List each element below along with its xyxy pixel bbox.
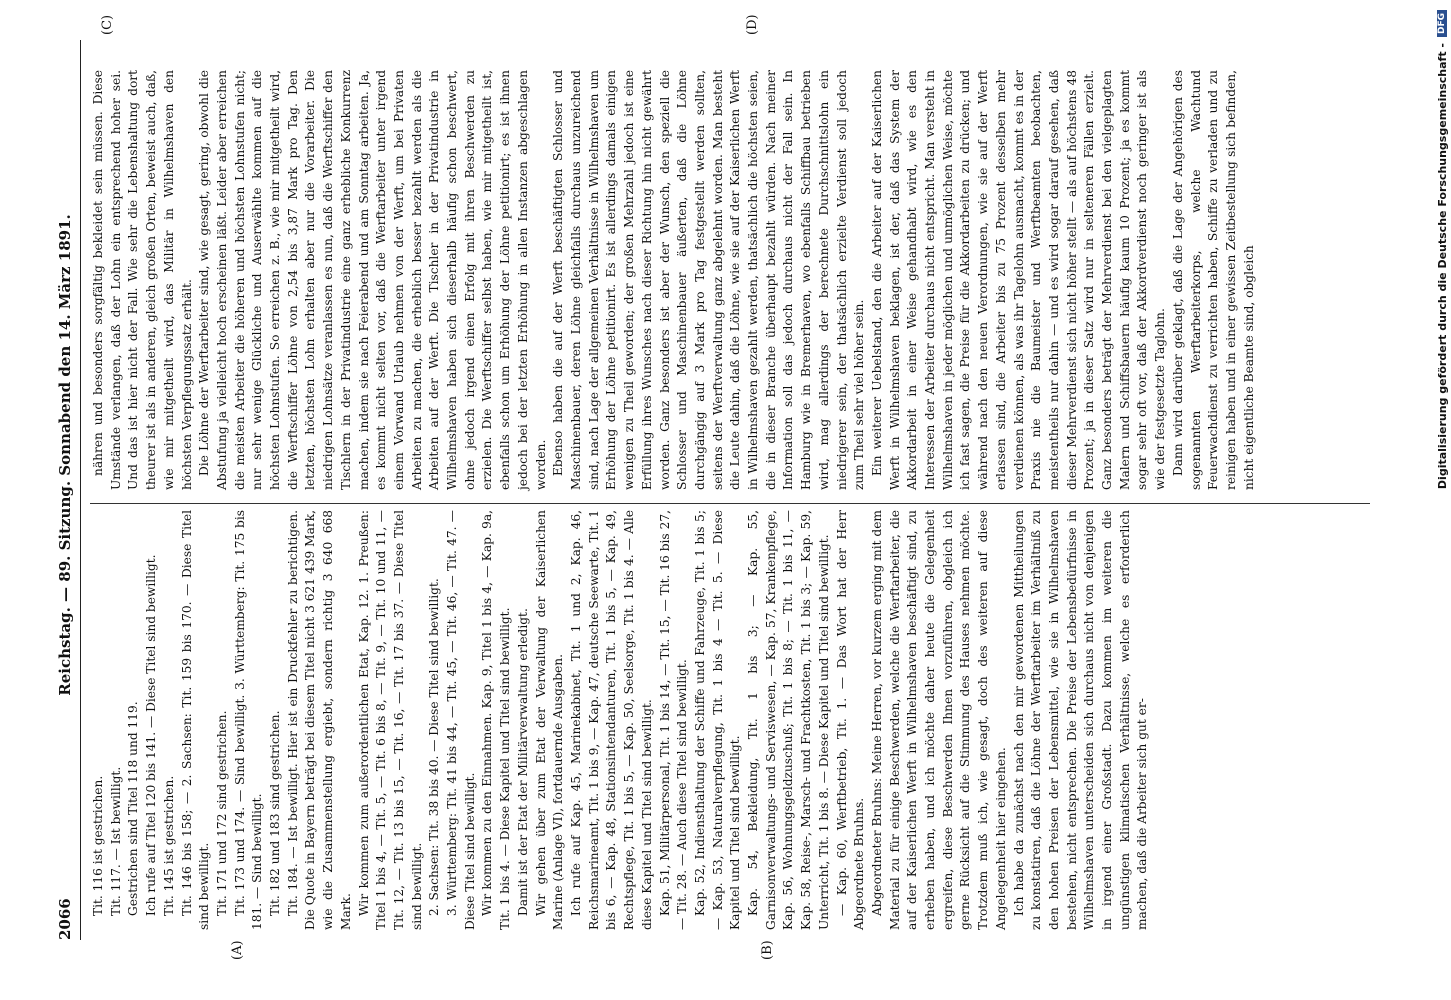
margin-mark-b: (B): [760, 940, 775, 960]
paragraph: — Kap. 60, Werftbetrieb, Tit. 1. — Das Wort hat der Herr Abgeordnete Bruhns.: [834, 510, 867, 930]
page-header: [52, 40, 78, 940]
paragraph: 3. Württemberg: Tit. 41 bis 44, — Tit. 45, — Tit. 46, — Tit. 47. — Diese Titel sind bewilligt.: [445, 510, 477, 930]
column-divider: [90, 503, 1370, 504]
left-text-column: [90, 510, 1370, 930]
paragraph: Ich rufe auf Kap. 45, Marinekabinet, Tit. 1 und 2, Kap. 46, Reichsmarineamt, Tit. 1 bis 9, — Kap. 47, deutsche Seewarte, Tit. 1 bis 6, — Kap. 48, Stationsintendanturen, Tit. 1 bis 5, — Kap. 49, Rechtspflege, Tit. 1 bis 5, — Kap. 50, Seelsorge, Tit. 1 bis 4. — Alle diese Kapitel und Titel sind bewilligt.: [568, 510, 654, 930]
paragraph: Tit. 146 bis 158; — 2. Sachsen: Tit. 159 bis 170. — Diese Titel sind bewilligt.: [179, 510, 212, 930]
paragraph: Dann wird darüber geklagt, daß die Lage der Angehörigen des sogenannten Werftarbeiterkorps, welche Wachtund Feuerwachdienst zu verrichten haben, Schiffe zu verladen und zu reinigen haben und in einer gewissen Zeitbestellung sich befinden, nicht eigentliche Beamte sind, obgleich: [1170, 70, 1256, 490]
page-number: 2066: [56, 898, 74, 940]
paragraph: Ebenso haben die auf der Werft beschäftigten Schlosser und Maschinenbauer, deren Löhne gleichfalls durchaus unzureichend sind, nach Lage der allgemeinen Verhältnisse in Wilhelmshaven um Erhöhung der Löhne petitionirt. Es ist allerdings damals einigen wenigen zu Theil geworden; der großen Mehrzahl jedoch ist eine Erfüllung ihres Wunsches nach dieser Richtung hin nicht gewährt worden. Ganz besonders ist aber der Wunsch, den speziell die Schlosser und Maschinenbauer äußerten, daß die Löhne durchgängig auf 3 Mark pro Tag festgestellt werden sollten, seitens der Werftverwaltung ganz abgelehnt worden. Man besteht die Leute dahin, daß die Löhne, wie sie auf der Kaiserlichen Werft in Wilhelmshaven gezahlt werden, thatsächlich die höchsten seien, die in dieser Branche überhaupt bezahlt würden. Nach meiner Information soll das jedoch durchaus nicht der Fall sein. In Hamburg wie in Bremerhaven, wo ebenfalls Schiffbau betrieben wird, mag allerdings der berechnete Durchschnittslohn ein niedrigerer sein, der thatsächlich erzielte Verdienst soll jedoch zum Theil sehr viel höher sein.: [551, 70, 867, 490]
paragraph: Tit. 173 und 174. — Sind bewilligt. 3. Württemberg: Tit. 175 bis 181. — Sind bewilligt.: [232, 510, 265, 930]
paragraph: Tit. 171 und 172 sind gestrichen.: [214, 710, 229, 916]
header-rule: [80, 40, 81, 940]
paragraph: Ein weiterer Uebelstand, den die Arbeiter auf der Kaiserlichen Werft in Wilhelmshaven beklagen, ist der, daß das System der Akkordarbeit in einer Weise gehandhabt wird, wie es den Interessen der Arbeiter durchaus nicht entspricht. Man versteht in Wilhelmshaven in jeder möglichen und unmöglichen Weise, möchte ich fast sagen, die Preise für die Akkordarbeiten zu drücken; und während nach den neuen Verordnungen, wie sie auf der Werft erlassen sind, die Arbeiter bis zu 75 Prozent desselben mehr verdienen können, als was ihr Tagelohn ausmacht, kommt es in der Praxis nie die Baumeister und Werftbeamten beobachten, meistentheils nur dahin — und es wird sogar darauf gesehen, daß dieser Mehrverdienst sich nicht höher stellt — als auf höchstens 48 Prozent; ja in dieser Satz wird nur in selteneren Fällen erzielt. Ganz besonders beträgt der Mehrverdienst bei den vielgeplagten Malern und Schiffsbauern häufig kaum 10 Prozent; ja es kommt sogar sehr oft vor, daß der Akkordverdienst noch geringer ist als wie der festgesetzte Taglohn.: [869, 70, 1168, 490]
paragraph: Damit ist der Etat der Militärverwaltung erledigt.: [515, 608, 530, 916]
paragraph: Kap. 51, Militärpersonal, Tit. 1 bis 14, — Tit. 15, — Tit. 16 bis 27, — Tit. 28. — Auch diese Titel sind bewilligt.: [657, 510, 690, 930]
paragraph: Kap. 54, Bekleidung, Tit. 1 bis 3; — Kap. 55, Garnisonverwaltungs- und Serviswesen, — Kap. 57, Krankenpflege, Kap. 56, Wohnungsgeldzuschuß; Tit. 1 bis 8; — Tit. 1 bis 11, — Kap. 58, Reise-, Marsch- und Frachtkosten, Tit. 1 bis 3; — Kap. 59, Unterricht, Tit. 1 bis 8. — Diese Kapitel und Titel sind bewilligt.: [746, 510, 831, 930]
paragraph: 2. Sachsen: Tit. 38 bis 40. — Diese Titel sind bewilligt.: [427, 578, 442, 916]
paragraph: Tit. 184. — Ist bewilligt. Hier ist ein Druckfehler zu berichtigen. Die Quote in Bayern beträgt bei diesem Titel nicht 3 621 439 Mark, wie die Zusammenstellung ergiebt, sondern richtig 3 640 668 Mark.: [285, 510, 353, 930]
paragraph: Tit. 145 ist gestrichen.: [161, 775, 176, 916]
paragraph: Tit. 117. — Ist bewilligt.: [108, 766, 123, 916]
dfg-logo: DFG: [1437, 10, 1447, 37]
margin-mark-c: (C): [100, 14, 115, 35]
right-text-column: [90, 70, 1370, 490]
paragraph: Wir gehen über zum Etat der Verwaltung der Kaiserlichen Marine (Anlage VI), fortdauernde Ausgaben.: [533, 510, 566, 930]
paragraph: Abgeordneter Bruhns: Meine Herren, vor kurzem erging mit dem Material zu für einige Beschwerden, welche die Werftarbeiter, die auf der Kaiserlichen Werft in Wilhelmshaven beschäftigt sind, zu erheben haben, und ich möchte daher heute die Gelegenheit ergreifen, diese Beschwerden Ihnen vorzuführen, obgleich ich gerne Rücksicht auf die Stimmung des Hauses nehmen möchte. Trotzdem muß ich, wie gesagt, doch des weiteren auf diese Angelegenheit hier eingehen.: [869, 510, 1008, 930]
paragraph: Gestrichen sind Titel 118 und 119.: [126, 701, 141, 916]
paragraph: Tit. 182 und 183 sind gestrichen.: [268, 710, 283, 916]
paragraph: Wir kommen zum außerordentlichen Etat, Kap. 12. 1. Preußen: Titel 1 bis 4, — Tit. 5, — Tit. 6 bis 8, — Tit. 9, — Tit. 10 und 11, — Tit. 12, — Tit. 13 bis 15, — Tit. 16, — Tit. 17 bis 37. — Diese Titel sind bewilligt.: [356, 510, 424, 930]
paragraph: Ich rufe auf Titel 120 bis 141. — Diese Titel sind bewilligt.: [144, 554, 159, 916]
paragraph: nähren und besonders sorgfältig bekleidet sein müssen. Diese Umstände verlangen, daß der Lohn ein entsprechend hoher sei. Und das ist hier nicht der Fall. Wie sehr die Lebenshaltung dort theurer ist als in anderen, gleich großen Orten, beweist auch, daß, wie mir mitgetheilt wird, das Militär in Wilhelmshaven den höchsten Verpflegungssatz erhält.: [91, 70, 194, 490]
paragraph: Ich habe da zunächst nach den mir gewordenen Mittheilungen zu konstatiren, daß die Löhne der Werftarbeiter im Verhältniß zu den hohen Preisen der Lebensmittel, wie sie in Wilhelmshaven bestehen, nicht entsprechen. Die Preise der Lebensbedürfnisse in Wilhelmshaven unterscheiden sich durchaus nicht von denjenigen in irgend einer Großstadt. Dazu kommen im weiteren die ungünstigen klimatischen Verhältnisse, welche es erforderlich machen, daß die Arbeiter sich gut er-: [1011, 510, 1150, 930]
digitization-credit: [1415, 0, 1449, 1000]
paragraph: Tit. 116 ist gestrichen.: [91, 775, 105, 916]
credit-text: Digitalisierung gefördert durch die Deutsche Forschungsgemeinschaft -: [1435, 43, 1449, 490]
paragraph: Die Löhne der Werftarbeiter sind, wie gesagt, gering, obwohl die Abstufung ja vielleicht hoch erscheinen läßt. Leider aber erreichen die meisten Arbeiter die höheren und höchsten Lohnstufen nicht; nur sehr wenige Glückliche und Auserwählte kommen auf die höchsten Lohnstufen. So erreichen z. B., wie mir mitgetheilt wird, die Werftschiffer Löhne von 2,54 bis 3,87 Mark pro Tag. Den letzten, höchsten Lohn erhalten aber nur die Vorarbeiter. Die niedrigen Lohnsätze veranlassen es nun, daß die Werftschiffer den Tischlern in der Privatindustrie eine ganz erhebliche Konkurrenz machen, indem sie nach Feierabend und am Sonntag arbeiten. Ja, es kommt nicht selten vor, daß die Werftarbeiter unter irgend einem Vorwand Urlaub nehmen von der Werft, um bei Privaten Arbeiten zu machen, die erheblich besser bezahlt werden als die Arbeiten auf der Werft. Die Tischler in der Privatindustrie in Wilhelmshaven haben sich dieserhalb häufig schon beschwert, ohne jedoch irgend einen Erfolg mit ihren Beschwerden zu erzielen. Die Werftschiffer selbst haben, wie mir mitgetheilt ist, ebenfalls schon um Erhöhung der Löhne petitionirt; es ist ihnen jedoch bei der letzten Erhöhung in allen Instanzen abgeschlagen worden.: [197, 70, 548, 490]
page-title: Reichstag. — 89. Sitzung. Sonnabend den 14. März 1891.: [56, 214, 74, 696]
margin-mark-d: (D): [745, 14, 760, 35]
paragraph: Wir kommen zu den Einnahmen. Kap. 9, Titel 1 bis 4, — Kap. 9a, Tit. 1 bis 4. — Diese Kapitel und Titel sind bewilligt.: [480, 510, 513, 930]
paragraph: Kap. 52, Indiensthaltung der Schiffe und Fahrzeuge, Tit. 1 bis 5; — Kap. 53, Naturalverpflegung, Tit. 1 bis 4 — Tit. 5. — Diese Kapitel und Titel sind bewilligt.: [692, 510, 743, 930]
margin-mark-a: (A): [230, 940, 245, 960]
